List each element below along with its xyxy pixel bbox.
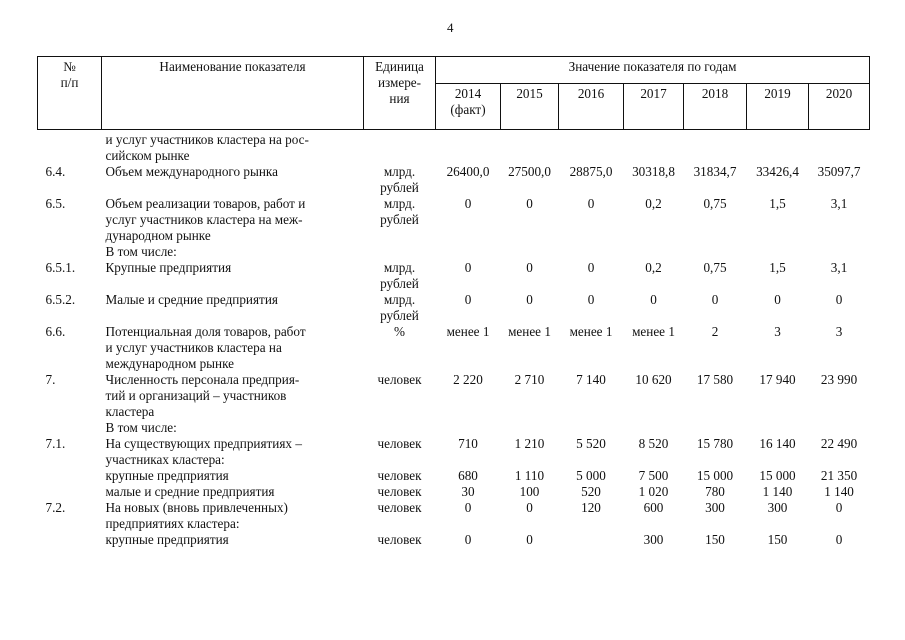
value-2017: 0,2: [645, 260, 662, 275]
row-name-line: Крупные предприятия: [105, 260, 232, 275]
row-unit-line: рублей: [380, 276, 419, 291]
value-2015: [501, 420, 559, 436]
value-2018: 300: [705, 500, 725, 515]
row-number: [38, 420, 102, 436]
row-unit: [364, 260, 436, 292]
table-header: [38, 57, 870, 130]
value-2020: 3,1: [830, 196, 848, 211]
value-2018: 780: [705, 484, 725, 499]
row-name-line: участниках кластера:: [105, 452, 225, 467]
row-unit: [364, 324, 436, 372]
value-2017: 7 500: [638, 468, 669, 483]
row-indicator-name: [102, 196, 364, 244]
value-2016: [559, 532, 624, 548]
header-unit: [364, 57, 436, 130]
header-unit-line3: ния: [389, 91, 410, 106]
row-unit-line: млрд.: [383, 196, 416, 211]
row-unit: [364, 196, 436, 244]
row-indicator-name: [102, 130, 364, 165]
row-number: 7.1.: [45, 436, 66, 451]
table-row: [38, 196, 870, 244]
value-2019: 1,5: [769, 260, 786, 275]
value-2020: [809, 420, 870, 436]
header-values-group: [436, 57, 870, 84]
value-2019: 17 940: [759, 372, 796, 387]
row-number: 7.: [45, 372, 56, 387]
value-2014: 0: [464, 500, 472, 515]
row-number: 6.4.: [45, 164, 66, 179]
row-unit-line: рублей: [380, 308, 419, 323]
value-2016: 5 520: [576, 436, 606, 451]
value-2016: 28875,0: [569, 164, 613, 179]
value-2015: 0: [526, 260, 533, 275]
value-2015: 0: [526, 196, 533, 211]
row-unit: [364, 372, 436, 420]
row-unit-line: человек: [377, 372, 422, 387]
row-name-line: услуг участников кластера на меж-: [105, 212, 303, 227]
value-2015: менее 1: [508, 324, 551, 339]
table-row: [38, 260, 870, 292]
value-2015: 1 210: [514, 436, 545, 451]
value-2014: менее 1: [446, 324, 490, 339]
row-name-line: Объем международного рынка: [105, 164, 278, 179]
table-row: [38, 292, 870, 324]
value-2016: 120: [581, 500, 601, 515]
row-indicator-name: [102, 532, 364, 548]
value-2018: 0,75: [703, 260, 727, 275]
value-2016: [559, 420, 624, 436]
row-name-line: крупные предприятия: [105, 468, 229, 483]
table-row: [38, 484, 870, 500]
value-2019: 150: [767, 532, 788, 547]
row-number: [38, 244, 102, 260]
row-name-line: крупные предприятия: [105, 532, 229, 547]
row-name-line: Численность персонала предприя-: [105, 372, 300, 387]
row-indicator-name: [102, 468, 364, 484]
value-2014: 710: [458, 436, 478, 451]
row-name-line: международном рынке: [105, 356, 235, 371]
row-name-line: и услуг участников кластера на: [105, 340, 282, 355]
value-2018: 2: [711, 324, 719, 339]
row-unit-line: %: [394, 324, 405, 339]
row-name-line: и услуг участников кластера на рос-: [105, 132, 309, 147]
value-2017: 0: [650, 292, 657, 307]
header-name-text: Наименование показателя: [159, 59, 306, 74]
value-2020: 1 140: [824, 484, 854, 499]
row-unit-line: млрд.: [383, 292, 416, 307]
value-2018: 15 780: [696, 436, 734, 451]
row-name-line: На существующих предприятиях –: [105, 436, 302, 451]
row-unit: [364, 436, 436, 468]
value-2014: 26400,0: [446, 164, 490, 179]
value-2015: 0: [526, 500, 533, 515]
row-indicator-name: [102, 420, 364, 436]
header-values-group-text: Значение показателя по годам: [568, 59, 737, 74]
value-2015: 2 710: [514, 372, 545, 387]
table-row: [38, 244, 870, 260]
row-name-line: кластера: [105, 404, 155, 419]
row-unit: [364, 292, 436, 324]
value-2014: [436, 130, 501, 165]
value-2017: 300: [643, 532, 664, 547]
value-2018: 0: [711, 292, 719, 307]
value-2015: 100: [519, 484, 540, 499]
indicators-table: [37, 56, 870, 548]
row-unit-line: млрд.: [383, 164, 416, 179]
value-2019: 33426,4: [756, 164, 799, 179]
header-unit-line2: измере-: [377, 75, 422, 90]
row-unit: [364, 532, 436, 548]
header-year-2020: [809, 84, 870, 130]
value-2015: [501, 244, 559, 260]
header-year-2015: [501, 84, 559, 130]
row-number: [38, 130, 102, 165]
row-number: 6.5.2.: [45, 292, 76, 307]
row-number: 6.5.: [45, 196, 66, 211]
row-unit-line: рублей: [380, 180, 419, 195]
row-number: 6.5.1.: [45, 260, 76, 275]
value-2015: 1 110: [514, 468, 545, 483]
value-2019: [747, 244, 809, 260]
value-2016: 7 140: [576, 372, 606, 387]
value-2019: 16 140: [759, 436, 796, 451]
row-number: 6.6.: [45, 324, 66, 339]
row-indicator-name: [102, 324, 364, 372]
value-2019: [747, 130, 809, 165]
row-unit-line: человек: [377, 500, 422, 515]
value-2018: [684, 130, 747, 165]
value-2017: 10 620: [635, 372, 672, 387]
header-year-2014: [436, 84, 501, 130]
value-2019: 1,5: [769, 196, 786, 211]
row-number: [38, 468, 102, 484]
value-2020: 3,1: [830, 260, 848, 275]
value-2015: 0: [526, 292, 533, 307]
header-year-2018: [684, 84, 747, 130]
value-2014: 0: [464, 260, 472, 275]
value-2014: [436, 420, 501, 436]
row-indicator-name: [102, 484, 364, 500]
table-row: [38, 420, 870, 436]
value-2017: [624, 420, 684, 436]
row-unit: [364, 130, 436, 165]
row-unit-line: человек: [377, 532, 422, 547]
row-name-line: Объем реализации товаров, работ и: [105, 196, 306, 211]
table-row: [38, 130, 870, 165]
header-indicator-name: [102, 57, 364, 130]
row-indicator-name: [102, 436, 364, 468]
value-2019: 15 000: [759, 468, 796, 483]
value-2017: менее 1: [632, 324, 675, 339]
row-unit: [364, 420, 436, 436]
value-2019: 3: [774, 324, 781, 339]
value-2015: [501, 130, 559, 165]
row-name-line: предприятиях кластера:: [105, 516, 240, 531]
table-row: [38, 468, 870, 484]
header-year-label: 2016: [577, 86, 605, 101]
value-2018: 15 000: [696, 468, 734, 483]
value-2020: 0: [835, 532, 843, 547]
value-2018: [684, 244, 747, 260]
header-year-label: 2018: [701, 86, 729, 101]
row-number: 7.2.: [45, 500, 66, 515]
table-row: [38, 372, 870, 420]
value-2020: 0: [835, 292, 843, 307]
value-2019: 300: [767, 500, 788, 515]
value-2020: 0: [835, 500, 843, 515]
row-name-line: Потенциальная доля товаров, работ: [105, 324, 306, 339]
row-name-line: дународном рынке: [105, 228, 211, 243]
row-unit-line: человек: [377, 468, 422, 483]
row-unit-line: человек: [377, 436, 422, 451]
header-year-label: 2017: [640, 86, 667, 101]
header-unit-line1: Единица: [375, 59, 424, 74]
value-2016: менее 1: [569, 324, 613, 339]
value-2014: 0: [464, 532, 472, 547]
value-2020: [809, 130, 870, 165]
value-2016: 0: [587, 196, 595, 211]
row-unit: [364, 164, 436, 196]
value-2020: 23 990: [820, 372, 858, 387]
value-2018: 150: [705, 532, 725, 547]
value-2016: 0: [587, 260, 595, 275]
row-name-line: В том числе:: [105, 244, 177, 259]
table-row: [38, 436, 870, 468]
table-row: [38, 164, 870, 196]
row-unit-line: млрд.: [383, 260, 416, 275]
header-number-line2: п/п: [60, 75, 79, 90]
row-unit-line: рублей: [380, 212, 419, 227]
table-body: [38, 130, 870, 549]
value-2016: 5 000: [576, 468, 606, 483]
row-number: [38, 484, 102, 500]
row-indicator-name: [102, 292, 364, 324]
table-row: [38, 500, 870, 532]
value-2016: [559, 130, 624, 165]
header-number: [38, 57, 102, 130]
header-year-note: (факт): [450, 102, 486, 117]
value-2016: 0: [587, 292, 595, 307]
value-2014: [436, 244, 501, 260]
page-number: 4: [447, 20, 454, 35]
header-year-2019: [747, 84, 809, 130]
value-2020: 21 350: [820, 468, 858, 483]
value-2017: 30318,8: [632, 164, 675, 179]
value-2014: 0: [464, 292, 472, 307]
value-2016: [559, 244, 624, 260]
header-year-label: 2019: [764, 86, 791, 101]
value-2017: 0,2: [645, 196, 662, 211]
row-number: [38, 532, 102, 548]
row-unit: [364, 244, 436, 260]
header-year-label: 2020: [825, 86, 853, 101]
value-2018: 0,75: [703, 196, 727, 211]
header-year-2016: [559, 84, 624, 130]
value-2020: 22 490: [820, 436, 858, 451]
row-indicator-name: [102, 244, 364, 260]
header-number-line1: №: [63, 59, 76, 74]
row-name-line: На новых (вновь привлеченных): [105, 500, 288, 515]
row-name-line: В том числе:: [105, 420, 177, 435]
row-indicator-name: [102, 164, 364, 196]
row-unit: [364, 500, 436, 532]
value-2016: 520: [581, 484, 601, 499]
row-unit: [364, 468, 436, 484]
value-2014: 680: [458, 468, 478, 483]
row-indicator-name: [102, 372, 364, 420]
value-2017: [624, 130, 684, 165]
row-unit: [364, 484, 436, 500]
row-indicator-name: [102, 260, 364, 292]
value-2014: 30: [461, 484, 475, 499]
value-2020: 3: [835, 324, 843, 339]
row-name-line: сийском рынке: [105, 148, 190, 163]
value-2019: 0: [774, 292, 781, 307]
value-2019: [747, 420, 809, 436]
value-2017: 1 020: [638, 484, 669, 499]
table-row: [38, 532, 870, 548]
value-2018: 17 580: [696, 372, 734, 387]
header-year-2017: [624, 84, 684, 130]
row-unit-line: человек: [377, 484, 422, 499]
value-2020: 35097,7: [817, 164, 861, 179]
value-2017: 600: [643, 500, 664, 515]
value-2018: [684, 420, 747, 436]
value-2015: 0: [526, 532, 533, 547]
row-indicator-name: [102, 500, 364, 532]
value-2020: [809, 244, 870, 260]
header-year-label: 2014: [454, 86, 482, 101]
row-name-line: Малые и средние предприятия: [105, 292, 278, 307]
row-name-line: тий и организаций – участников: [105, 388, 287, 403]
value-2017: 8 520: [638, 436, 669, 451]
table-row: [38, 324, 870, 372]
value-2014: 2 220: [453, 372, 483, 387]
row-name-line: малые и средние предприятия: [105, 484, 275, 499]
value-2017: [624, 244, 684, 260]
header-year-label: 2015: [516, 86, 543, 101]
value-2015: 27500,0: [508, 164, 551, 179]
value-2014: 0: [464, 196, 472, 211]
value-2019: 1 140: [762, 484, 793, 499]
value-2018: 31834,7: [693, 164, 737, 179]
